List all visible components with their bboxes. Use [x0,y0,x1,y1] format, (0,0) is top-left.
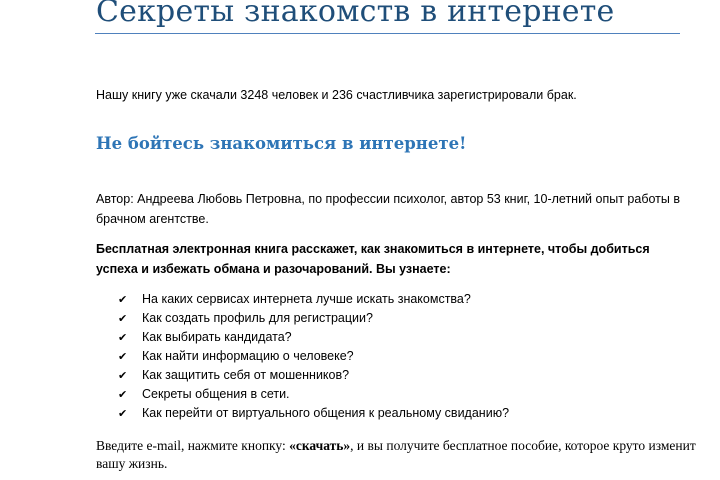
checklist-item [96,328,509,347]
cta-text-start: Введите e-mail, нажмите кнопку: [96,438,290,453]
checklist-item [96,347,509,366]
download-stats: Нашу книгу уже скачали 3248 человек и 236 счастливчика зарегистрировали брак. [96,88,577,102]
subheading: Не бойтесь знакомиться в интернете! [96,134,467,153]
checklist-item-text: Как выбирать кандидата? [142,330,292,344]
checklist-item-text: Как создать профиль для регистрации? [142,311,373,325]
call-to-action [96,437,696,473]
checkmark-icon: ✔ [118,293,128,306]
title-underline [95,33,680,34]
checklist-item-text: Секреты общения в сети. [142,387,290,401]
checklist-item-text: Как найти информацию о человеке? [142,349,354,363]
checklist-item [96,309,509,328]
checklist-item [96,290,509,309]
checklist-item-text: Как защитить себя от мошенников? [142,368,350,382]
author-paragraph: Автор: Андреева Любовь Петровна, по профессии психолог, автор 53 книг, 10-летний опыт работы в брачном агентстве. [96,192,680,226]
cta-button-word: «скачать» [289,438,351,453]
cta-text-end: , и вы получите бесплатное пособие, которое круто изменит вашу жизнь. [96,438,696,471]
checklist-item-text: Как перейти от виртуального общения к реальному свиданию? [142,406,510,420]
checkmark-icon: ✔ [118,331,128,344]
checkmark-icon: ✔ [118,312,128,325]
checkmark-icon: ✔ [118,388,128,401]
checklist-item [96,385,509,404]
document-title: Секреты знакомств в интернете [96,0,615,29]
promo-paragraph: Бесплатная электронная книга расскажет, как знакомиться в интернете, чтобы добиться успеха и избежать обмана и разочарований. Вы узнаете: [96,242,650,276]
topics-checklist [96,290,509,423]
checkmark-icon: ✔ [118,369,128,382]
checkmark-icon: ✔ [118,350,128,363]
checklist-item [96,366,509,385]
checklist-item [96,404,509,423]
checklist-item-text: На каких сервисах интернета лучше искать знакомства? [142,292,471,306]
checkmark-icon: ✔ [118,407,128,420]
